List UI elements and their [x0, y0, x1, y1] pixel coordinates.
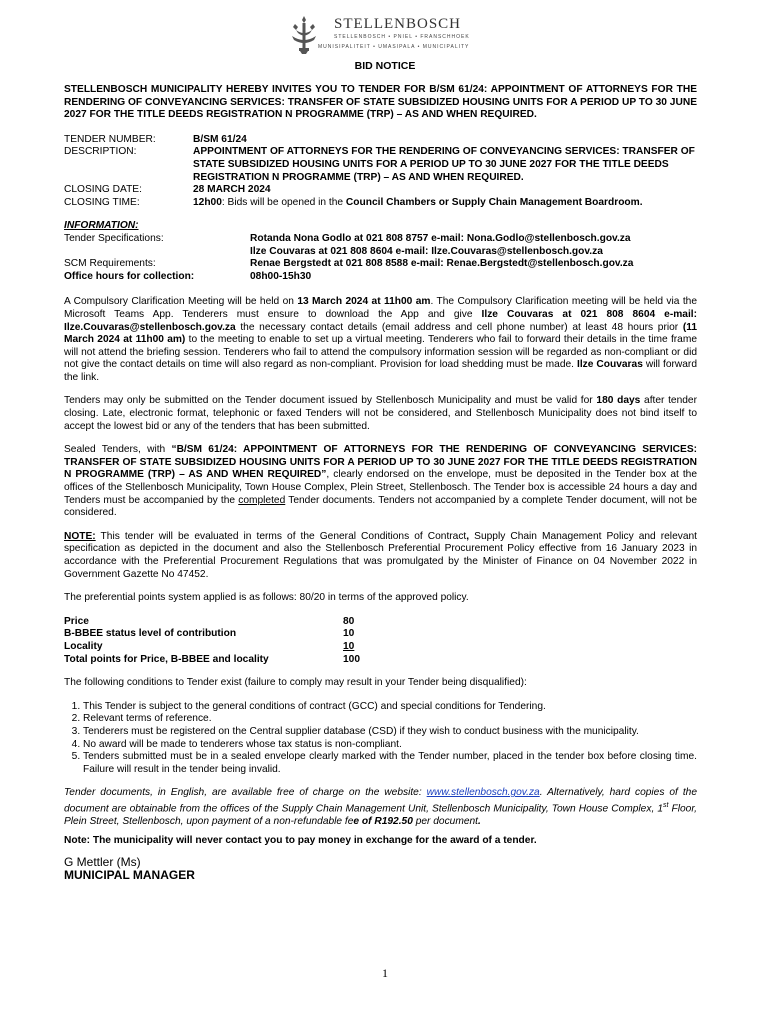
office-hours-row [64, 271, 697, 284]
tender-number: B/SM 61/24 [193, 133, 247, 145]
validity-paragraph: Tenders may only be submitted on the Tender document issued by Stellenbosch Municipality and must be valid for 180 days after tender closing. Late, electronic format, telephonic or faxed Tenders will not be considered, and Stellenbosch Municipality does not bind itself to accept the lowest bid or any of the tenders that has been submitted. [64, 395, 697, 432]
points-intro: The preferential points system applied is as follows: 80/20 in terms of the approved policy. [64, 592, 469, 604]
page-title: BID NOTICE [354, 60, 416, 72]
website-link[interactable]: www.stellenbosch.gov.za [426, 787, 540, 799]
scm-label: SCM Requirements: [64, 258, 156, 270]
tender-number-row [64, 134, 697, 147]
condition-item: 5. Tenders submitted must be in a sealed envelope clearly marked with the Tender number, placed in the tender box before closing time. Failure will result in the tender being invalid. [83, 751, 697, 776]
intro-paragraph: STELLENBOSCH MUNICIPALITY HEREBY INVITES YOU TO TENDER FOR B/SM 61/24: APPOINTMENT OF ATTORNEYS FOR THE RENDERING OF CONVEYANCING SERVICES: TRANSFER OF STATE SUBSIDIZED HOUSING UNITS FOR A PERIOD UP TO 30 JUNE 2027 FOR THE TITLE DEEDS REGISTRATION N PROGRAMME (TRP) – AS AND WHEN REQUIRED. [64, 84, 697, 121]
tender-details [64, 134, 697, 210]
signatory-name: G Mettler (Ms) [64, 855, 141, 870]
condition-item: 4. No award will be made to tenderers whose tax status is non-compliant. [83, 739, 697, 752]
conditions-list [64, 701, 697, 777]
spec-contact-1: Rotanda Nona Godlo at 021 808 8757 e-mail: Nona.Godlo@stellenbosch.gov.za [250, 232, 631, 244]
closing-time-text: : Bids will be opened in the [221, 196, 346, 208]
spec-label: Tender Specifications: [64, 232, 164, 244]
org-name: STELLENBOSCH [334, 16, 462, 32]
spec-contact-row [64, 233, 697, 258]
points-row: Locality 10 [64, 640, 355, 652]
spec-contact-2: Ilze Couvaras at 021 808 8604 e-mail: Ilze.Couvaras@stellenbosch.gov.za [250, 245, 603, 257]
points-row: Price 80 [64, 615, 355, 627]
condition-item: 1. This Tender is subject to the general conditions of contract (GCC) and special conditions for Tendering. [83, 701, 697, 714]
notice-body [64, 84, 697, 881]
tender-number-label: TENDER NUMBER: [64, 133, 156, 145]
note-label: NOTE: [64, 530, 96, 542]
spec-contacts [250, 233, 697, 258]
information-section [64, 220, 697, 283]
municipality-header [286, 14, 486, 54]
briefing-paragraph: A Compulsory Clarification Meeting will be held on 13 March 2024 at 11h00 am. The Compulsory Clarification meeting will be held via the Microsoft Teams App. Tenderers must ensure to download the App and give Ilze Couvaras at 021 808 8604 e-mail: Ilze.Couvaras@stellenbosch.gov.za the necessary contact details (email address and cell phone number) at least 48 hours prior (11 March 2024 at 11h00 am) to the meeting to enable to set up a virtual meeting. Tenderers who fail to forward their details in the time frame will not attend the briefing session. Tenderers who fail to attend the compulsory information session will be regarded as non-compliant or did not give the contact details on time will also regard as non-compliant. Provision for load shedding must be made. Ilze Couvaras will forward the link. [64, 296, 697, 383]
signatory-title: MUNICIPAL MANAGER [64, 867, 195, 882]
information-heading: INFORMATION: [64, 220, 139, 232]
closing-date: 28 MARCH 2024 [193, 184, 271, 196]
note-paragraph: NOTE: This tender will be evaluated in terms of the General Conditions of Contract, Supply Chain Management Policy and relevant specification as depicted in the document and also the Stellenbosch Preferential Procurement Policy effective from 16 January 2023 in accordance with the Preferential Procurement Regulations that was promulgated by the Minister of Finance on 04 November 2022 in Government Gazette No 47452. [64, 530, 697, 580]
org-subtitle: STELLENBOSCH • PNIEL • FRANSCHHOEK [334, 34, 470, 40]
points-row: Total points for Price, B-BBEE and locality 100 [64, 653, 360, 665]
description-row [64, 146, 697, 184]
closing-time-label: CLOSING TIME: [64, 196, 140, 208]
conditions-intro: The following conditions to Tender exist (failure to comply may result in your Tender being disqualified): [64, 677, 527, 689]
municipal-crest-icon [286, 14, 322, 54]
sealed-tenders-paragraph: Sealed Tenders, with “B/SM 61/24: APPOINTMENT OF ATTORNEYS FOR THE RENDERING OF CONVEYANCING SERVICES: TRANSFER OF STATE SUBSIDIZED HOUSING UNITS FOR A PERIOD UP TO 30 JUNE 2027 FOR THE TITLE DEEDS REGISTRATION N PROGRAMME (TRP) – AS AND WHEN REQUIRED”, clearly endorsed on the envelope, must be deposited in the Tender box at the offices of the Stellenbosch Municipality, Town House Complex, Plein Street, Stellenbosch. The Tender box is accessible 24 hours a day and Tenders must be accompanied by the completed Tender documents. Tenders not accompanied by a complete Tender document, will not be considered. [64, 444, 698, 519]
description-value: APPOINTMENT OF ATTORNEYS FOR THE RENDERING OF CONVEYANCING SERVICES: TRANSFER OF STATE SUBSIDIZED HOUSING UNITS FOR A PERIOD UP TO 30 JUNE 2027 FOR THE TITLE DEEDS REGISTRATION N PROGRAMME (TRP) – AS AND WHEN REQUIRED. [193, 146, 695, 183]
office-hours: 08h00-15h30 [250, 270, 312, 282]
documents-paragraph: Tender documents, in English, are available free of charge on the website: www.stellenbosch.gov.za. Alternatively, hard copies of the document are obtainable from the offices of the Supply Chain Management Unit, Stellenbosch Municipality, Town House Complex, 1st Floor, Plein Street, Stellenbosch, upon payment of a non-refundable fee of R192.50 per document. [64, 787, 697, 827]
scm-contact-row [64, 258, 697, 271]
points-row: B-BBEE status level of contribution 10 [64, 628, 355, 640]
closing-time-value [193, 197, 697, 210]
bid-opening-venue: Council Chambers or Supply Chain Management Boardroom. [345, 196, 643, 208]
condition-item: 3. Tenderers must be registered on the Central supplier database (CSD) if they wish to conduct business with the municipality. [83, 726, 697, 739]
office-hours-label: Office hours for collection: [64, 270, 195, 282]
closing-time: 12h00 [193, 196, 222, 208]
closing-time-row [64, 197, 697, 210]
final-note: Note: The municipality will never contact you to pay money in exchange for the award of a tender. [64, 835, 537, 847]
closing-date-label: CLOSING DATE: [64, 184, 142, 196]
points-table [64, 616, 697, 666]
org-subtitle-2: MUNISIPALITEIT • UMASIPALA • MUNICIPALITY [318, 44, 470, 50]
scm-contact: Renae Bergstedt at 021 808 8588 e-mail: Renae.Bergstedt@stellenbosch.gov.za [250, 258, 634, 270]
description-label: DESCRIPTION: [64, 146, 137, 158]
closing-date-row [64, 184, 697, 197]
condition-item: 2. Relevant terms of reference. [83, 713, 697, 726]
page-number: 1 [382, 966, 388, 980]
